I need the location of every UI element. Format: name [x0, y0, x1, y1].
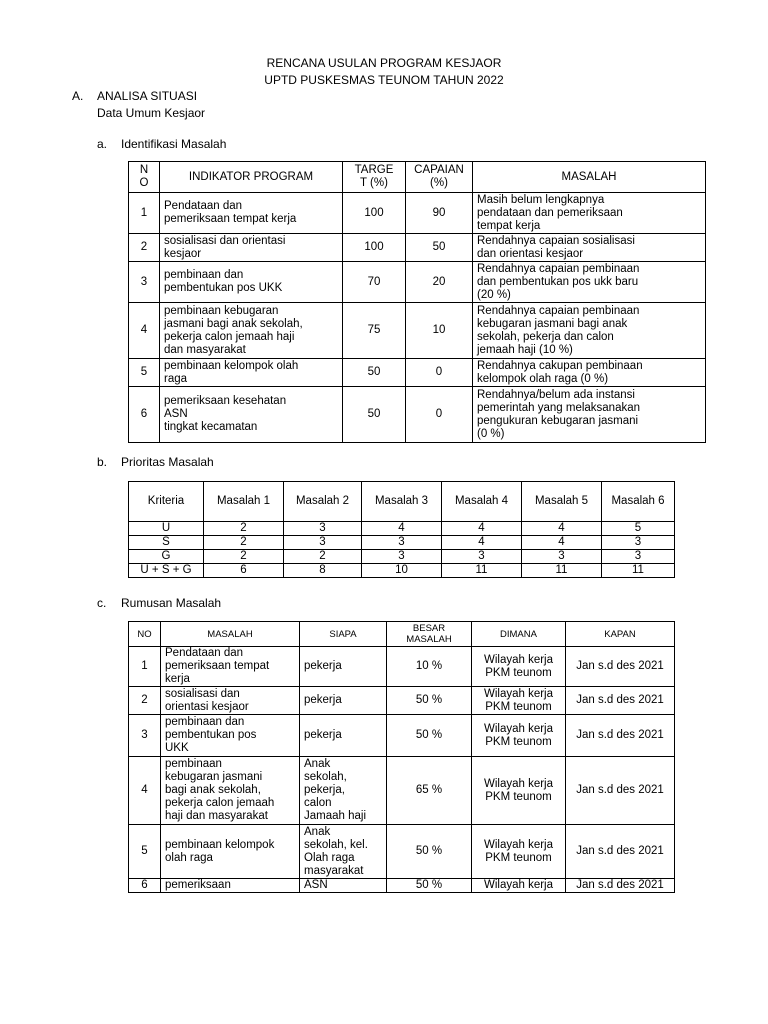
cell-score: 2: [204, 536, 284, 550]
col-header-target: TARGE T (%): [343, 162, 406, 193]
table-row: [129, 825, 675, 879]
cell-when: Jan s.d des 2021: [566, 757, 675, 825]
cell-score: 5: [602, 522, 675, 536]
table-row: [129, 757, 675, 825]
cell-criteria: S: [129, 536, 204, 550]
cell-achievement: 10: [406, 303, 473, 359]
cell-total: 8: [284, 564, 362, 578]
cell-problem: Rendahnya capaian sosialisasi dan orientasi kesjaor: [473, 234, 706, 262]
table-row: [129, 234, 706, 262]
cell-no: 6: [129, 387, 160, 443]
cell-no: 5: [129, 359, 160, 387]
problem-formulation-table: [128, 621, 675, 893]
subsection-a-title: Identifikasi Masalah: [121, 137, 227, 151]
table-row: [129, 550, 675, 564]
section-a-marker: A.: [72, 89, 84, 103]
cell-target: 100: [343, 234, 406, 262]
cell-problem: Pendataan dan pemeriksaan tempat kerja: [161, 647, 300, 687]
table-row: [129, 193, 706, 234]
cell-indicator: pembinaan kebugaran jasmani bagi anak sekolah, pekerja calon jemaah haji dan masyarakat: [160, 303, 343, 359]
cell-magnitude: 65 %: [387, 757, 472, 825]
cell-where: Wilayah kerja PKM teunom: [472, 687, 566, 715]
cell-when: Jan s.d des 2021: [566, 647, 675, 687]
cell-total: 10: [362, 564, 442, 578]
cell-magnitude: 50 %: [387, 715, 472, 757]
col-header-problem-6: Masalah 6: [602, 482, 675, 522]
col-header-problem: MASALAH: [473, 162, 706, 193]
table-header-row: [129, 162, 706, 193]
col-header-who: SIAPA: [300, 622, 387, 647]
col-header-problem-3: Masalah 3: [362, 482, 442, 522]
subsection-c-title: Rumusan Masalah: [121, 596, 222, 610]
cell-where: Wilayah kerja PKM teunom: [472, 825, 566, 879]
cell-who: Anak sekolah, pekerja, calon Jamaah haji: [300, 757, 387, 825]
cell-who: pekerja: [300, 647, 387, 687]
cell-magnitude: 50 %: [387, 825, 472, 879]
cell-where: Wilayah kerja PKM teunom: [472, 647, 566, 687]
col-header-indicator: INDIKATOR PROGRAM: [160, 162, 343, 193]
cell-target: 50: [343, 387, 406, 443]
col-header-where: DIMANA: [472, 622, 566, 647]
table-row: [129, 687, 675, 715]
table-row: [129, 879, 675, 893]
document-subtitle: UPTD PUSKESMAS TEUNOM TAHUN 2022: [264, 73, 504, 87]
document-title: RENCANA USULAN PROGRAM KESJAOR: [266, 56, 502, 70]
col-header-problem-4: Masalah 4: [442, 482, 522, 522]
col-header-no: NO: [129, 622, 161, 647]
table-row: [129, 536, 675, 550]
cell-no: 2: [129, 687, 161, 715]
cell-when: Jan s.d des 2021: [566, 715, 675, 757]
identification-table: [128, 161, 706, 443]
cell-score: 2: [204, 550, 284, 564]
cell-criteria: U: [129, 522, 204, 536]
section-a-title: ANALISA SITUASI: [97, 89, 198, 103]
col-header-no: N O: [129, 162, 160, 193]
cell-no: 6: [129, 879, 161, 893]
cell-problem: Rendahnya cakupan pembinaan kelompok olah raga (0 %): [473, 359, 706, 387]
cell-target: 50: [343, 359, 406, 387]
cell-score: 2: [284, 550, 362, 564]
cell-score: 4: [522, 536, 602, 550]
table-row: [129, 262, 706, 303]
table-row: [129, 522, 675, 536]
table-row: [129, 715, 675, 757]
cell-problem: Rendahnya capaian pembinaan kebugaran jasmani bagi anak sekolah, pekerja dan calon jemaah haji (10 %): [473, 303, 706, 359]
cell-where: Wilayah kerja PKM teunom: [472, 715, 566, 757]
cell-no: 5: [129, 825, 161, 879]
cell-magnitude: 10 %: [387, 647, 472, 687]
col-header-problem-1: Masalah 1: [204, 482, 284, 522]
section-a-subtitle: Data Umum Kesjaor: [97, 106, 206, 120]
cell-achievement: 20: [406, 262, 473, 303]
table-header-row: [129, 622, 675, 647]
cell-where: Wilayah kerja PKM teunom: [472, 757, 566, 825]
cell-indicator: sosialisasi dan orientasi kesjaor: [160, 234, 343, 262]
cell-no: 2: [129, 234, 160, 262]
cell-no: 4: [129, 757, 161, 825]
cell-target: 75: [343, 303, 406, 359]
table-header-row: [129, 482, 675, 522]
cell-problem: pembinaan kebugaran jasmani bagi anak sekolah, pekerja calon jemaah haji dan masyarakat: [161, 757, 300, 825]
cell-score: 3: [442, 550, 522, 564]
table-row: [129, 564, 675, 578]
cell-score: 3: [362, 550, 442, 564]
cell-total: 11: [522, 564, 602, 578]
cell-achievement: 0: [406, 387, 473, 443]
table-row: [129, 387, 706, 443]
cell-who: pekerja: [300, 687, 387, 715]
cell-score: 4: [442, 536, 522, 550]
priority-table: [128, 481, 675, 578]
subsection-c-marker: c.: [97, 596, 107, 610]
cell-criteria: G: [129, 550, 204, 564]
cell-when: Jan s.d des 2021: [566, 687, 675, 715]
col-header-criteria: Kriteria: [129, 482, 204, 522]
cell-problem: Rendahnya capaian pembinaan dan pembentukan pos ukk baru (20 %): [473, 262, 706, 303]
cell-score: 2: [204, 522, 284, 536]
cell-achievement: 50: [406, 234, 473, 262]
cell-when: Jan s.d des 2021: [566, 825, 675, 879]
cell-achievement: 90: [406, 193, 473, 234]
cell-magnitude: 50 %: [387, 687, 472, 715]
col-header-problem-2: Masalah 2: [284, 482, 362, 522]
table-row: [129, 303, 706, 359]
cell-indicator: pembinaan dan pembentukan pos UKK: [160, 262, 343, 303]
cell-total: 11: [442, 564, 522, 578]
col-header-magnitude: BESAR MASALAH: [387, 622, 472, 647]
subsection-b-marker: b.: [97, 455, 108, 469]
cell-score: 3: [284, 536, 362, 550]
cell-magnitude: 50 %: [387, 879, 472, 893]
cell-no: 1: [129, 647, 161, 687]
cell-no: 4: [129, 303, 160, 359]
cell-where: Wilayah kerja: [472, 879, 566, 893]
cell-who: Anak sekolah, kel. Olah raga masyarakat: [300, 825, 387, 879]
cell-who: pekerja: [300, 715, 387, 757]
cell-score: 3: [602, 536, 675, 550]
cell-criteria: U + S + G: [129, 564, 204, 578]
subsection-a-marker: a.: [97, 137, 108, 151]
cell-score: 3: [362, 536, 442, 550]
cell-indicator: Pendataan dan pemeriksaan tempat kerja: [160, 193, 343, 234]
cell-score: 3: [602, 550, 675, 564]
cell-achievement: 0: [406, 359, 473, 387]
cell-no: 3: [129, 262, 160, 303]
cell-problem: pembinaan kelompok olah raga: [161, 825, 300, 879]
cell-no: 3: [129, 715, 161, 757]
cell-problem: Masih belum lengkapnya pendataan dan pemeriksaan tempat kerja: [473, 193, 706, 234]
col-header-when: KAPAN: [566, 622, 675, 647]
table-row: [129, 647, 675, 687]
cell-no: 1: [129, 193, 160, 234]
col-header-achievement: CAPAIAN (%): [406, 162, 473, 193]
col-header-problem: MASALAH: [161, 622, 300, 647]
cell-total: 11: [602, 564, 675, 578]
subsection-b-title: Prioritas Masalah: [121, 455, 214, 469]
col-header-problem-5: Masalah 5: [522, 482, 602, 522]
cell-problem: pembinaan dan pembentukan pos UKK: [161, 715, 300, 757]
cell-problem: sosialisasi dan orientasi kesjaor: [161, 687, 300, 715]
cell-when: Jan s.d des 2021: [566, 879, 675, 893]
cell-score: 3: [284, 522, 362, 536]
cell-score: 4: [362, 522, 442, 536]
cell-score: 4: [442, 522, 522, 536]
cell-total: 6: [204, 564, 284, 578]
cell-problem: pemeriksaan: [161, 879, 300, 893]
cell-target: 70: [343, 262, 406, 303]
cell-problem: Rendahnya/belum ada instansi pemerintah yang melaksanakan pengukuran kebugaran jasmani (0 %): [473, 387, 706, 443]
table-row: [129, 359, 706, 387]
cell-target: 100: [343, 193, 406, 234]
cell-score: 3: [522, 550, 602, 564]
cell-indicator: pembinaan kelompok olah raga: [160, 359, 343, 387]
cell-who: ASN: [300, 879, 387, 893]
cell-indicator: pemeriksaan kesehatan ASN tingkat kecamatan: [160, 387, 343, 443]
cell-score: 4: [522, 522, 602, 536]
